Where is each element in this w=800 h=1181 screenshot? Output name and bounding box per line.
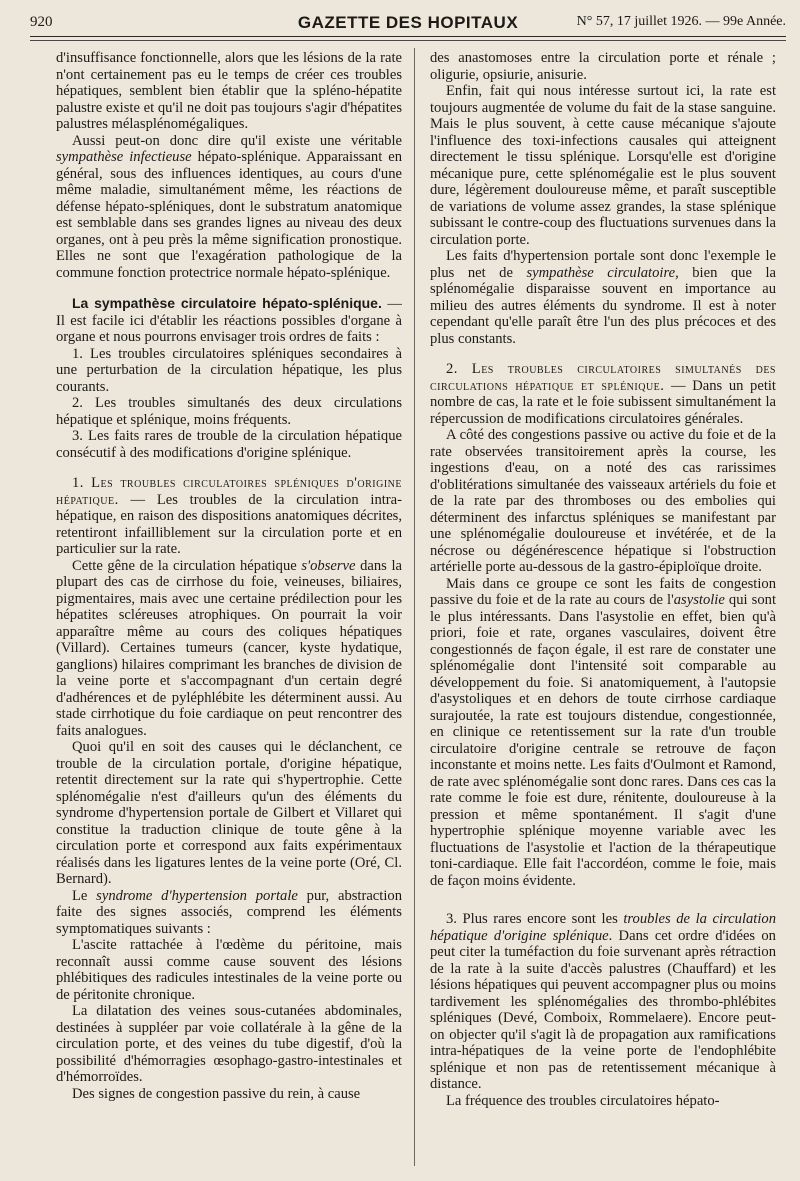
page-number: 920 [30,14,53,30]
section-heading-sympathese: La sympathèse circulatoire hépato-splénique. — Il est facile ici d'établir les réactions possibles d'organe à organe et nous pourrons envisager trois ordres de faits : [56,295,402,345]
paragraph: Le syndrome d'hypertension portale pur, abstraction faite des signes associés, comprend les éléments symptomatiques suivants : [56,887,402,937]
paragraph: Quoi qu'il en soit des causes qui le déclanchent, ce trouble de la circulation portale, d'origine hépatique, retentit directement sur la rate qui s'hypertrophie. Cette splénomégalie n'est d'ailleurs qu'un des éléments du syndrome d'hypertension portale de Gilbert et Villaret qui constitue la traduction clinique de toute gêne à la circulation porte et correspond aux faits expérimentaux réalisés dans les ligatures lentes de la veine porte (Oré, Cl. Bernard). [56,739,402,887]
right-column [430,50,776,1168]
list-item: 2. Les troubles simultanés des deux circulations hépatique et splénique, moins fréquents. [56,395,402,428]
paragraph: Mais dans ce groupe ce sont les faits de congestion passive du foie et de la rate au cours de l'asystolie qui sont le plus intéressants. Dans l'asystolie en effet, bien qu'à priori, foie et rate, organes vasculaires, doivent être congestionnés de façon égale, il est rare de constater une splénomégalie dont l'intensité soit comparable au développement du foie. Si anatomiquement, à l'autopsie d'asystoliques et en dehors de toute cirrhose cardiaque surajoutée, la rate est toujours distendue, congestionnée, en clinique ce retentissement sur la rate d'un trouble circulatoire d'origine centrale se retrouve de façon inconstante et moins nette. Les faits d'Oulmont et Ramond, de rate avec splénomégalie sont donc rares. Dans ces cas la rate comme le foie est dure, rénitente, douloureuse à la pression et même spontanément. Il s'agit d'une hypertrophie splénique moyenne variable avec les fluctuations de l'asystolie et l'action de la thérapeutique toni-cardiaque. Elle fait l'accordéon, comme le foie, mais de façon moins évidente. [430,575,776,889]
paragraph: Aussi peut-on donc dire qu'il existe une véritable sympathèse infectieuse hépato-splénique. Apparaissant en général, sous des influences identiques, au cours d'une même maladie, simultanément même, les réactions de défense hépato-spléniques, dont le substratum anatomique est semblable dans ses grandes lignes au niveau des deux organes, ont à peu près la même signification pronostique. Elles ne sont que l'exagération pathologique de la commune fonction protectrice normale hépato-splénique. [56,132,402,281]
paragraph: La fréquence des troubles circulatoires hépato- [446,1092,720,1109]
page-header [30,10,786,37]
header-rule [30,40,786,41]
paragraph: des anastomoses entre la circulation porte et rénale ; oligurie, opsiurie, anisurie. [430,50,776,83]
issue-info: N° 57, 17 juillet 1926. — 99e Année. [576,14,786,29]
column-divider [414,48,415,1166]
journal-title: GAZETTE DES HOPITAUX [297,13,519,32]
paragraph: Enfin, fait qui nous intéresse surtout ici, la rate est toujours augmentée de volume du fait de la stase sanguine. Mais le plus souvent, à cette cause mécanique s'ajoute l'influence des toxi-infections causales qui atteignent directement le tissu splénique. Lorsqu'elle est d'origine mécanique pure, cette splénomégalie est le plus souvent dure, légèrement douloureuse même, et paraît susceptible de variations de volume assez grandes, la stase splénique subissant le contre-coup des fluctuations survenues dans la circulation porte. [430,83,776,248]
left-column [56,50,402,1168]
section-heading-troubles-1: 1. Les troubles circulatoires spléniques d'origine hépatique. — Les troubles de la circulation intra-hépatique, en raison des dispositions anatomiques décrites, retentiront infailliblement sur la circulation porte et en particulier sur la rate. [56,475,402,557]
paragraph: 3. Plus rares encore sont les troubles de la circulation hépatique d'origine splénique. Dans cet ordre d'idées on peut citer la tuméfaction du foie survenant après rétraction de la rate à la suite d'accès palustres (Chauffard) et les lésions hépatiques qui peuvent accompagner plus ou moins tardivement les splénomégalies des thrombo-phlébites spléniques (Devé, Comboix, Rommelaere). Encore peut-on objecter qu'il s'agit là de propagation aux ramifications intra-hépatiques de la veine porte de l'endophlébite splénique et non pas de retentissement mécanique à distance. [430,911,776,1092]
paragraph: Cette gêne de la circulation hépatique s'observe dans la plupart des cas de cirrhose du foie, veineuses, biliaires, pigmentaires, mais avec une certaine prédilection pour les hépatites scléreuses atrophiques. On pourrait la voir apparaître même au cours des coliques hépatiques (Villard). Certaines tumeurs (cancer, kyste hydatique, ganglions) hilaires comprimant les branches de division de la veine porte et s'accompagnant d'un certain degré d'adhérences et de pyléphlébite les déterminent aussi. Au stade cirrhotique du foie cardiaque on peut rencontrer des faits analogues. [56,557,402,739]
paragraph: L'ascite rattachée à l'œdème du péritoine, mais reconnaît aussi comme cause souvent des lésions phlébitiques des radicules intestinales de la veine porte ou de péritonite chronique. [56,937,402,1003]
paragraph: d'insuffisance fonctionnelle, alors que les lésions de la rate n'ont certainement pas eu le temps de créer ces troubles hépatiques, semblent bien établir que la spléno-hépatite palustre existe et qu'il ne doit pas toujours s'agir d'hépatites palustres mélasplénomégaliques. [56,50,402,132]
paragraph: La dilatation des veines sous-cutanées abdominales, destinées à suppléer par voie collatérale à la gêne de la circulation porte, et des veines du tube digestif, d'où la possibilité d'hémorragies œsophago-gastro-intestinales et d'hémorroïdes. [56,1003,402,1085]
paragraph: A côté des congestions passive ou active du foie et de la rate observées transitoirement après la course, les ingestions d'eau, on a noté des cas rarissimes d'oblitérations simultanée des vaisseaux artériels du foie et de la rate par des thromboses ou des embolies qui déterminent des infarctus spléniques se manifestant par une splénomégalie douloureuse et invétérée, et de la nécrose ou dégénérescence hépatique si l'obstruction artérielle porte au-dessous de la gastro-épiploïque droite. [430,427,776,575]
list-item: 1. Les troubles circulatoires spléniques secondaires à une perturbation de la circulation hépatique, les plus courants. [56,345,402,395]
section-heading-troubles-2: 2. Les troubles circulatoires simultanés des circulations hépatique et splénique. — Dans un petit nombre de cas, la rate et le foie subissent simultanément la répercussion de modifications circulatoires générales. [430,361,776,427]
paragraph: Des signes de congestion passive du rein, à cause [72,1085,361,1102]
list-item: 3. Les faits rares de trouble de la circulation hépatique consécutif à des modifications d'origine splénique. [56,428,402,461]
paragraph: Les faits d'hypertension portale sont donc l'exemple le plus net de sympathèse circulatoire, bien que la splénomégalie disparaisse souvent en importance au milieu des autres éléments du syndrome. Il est à noter cependant qu'elle paraît être l'un des plus précoces et des plus constants. [430,248,776,347]
